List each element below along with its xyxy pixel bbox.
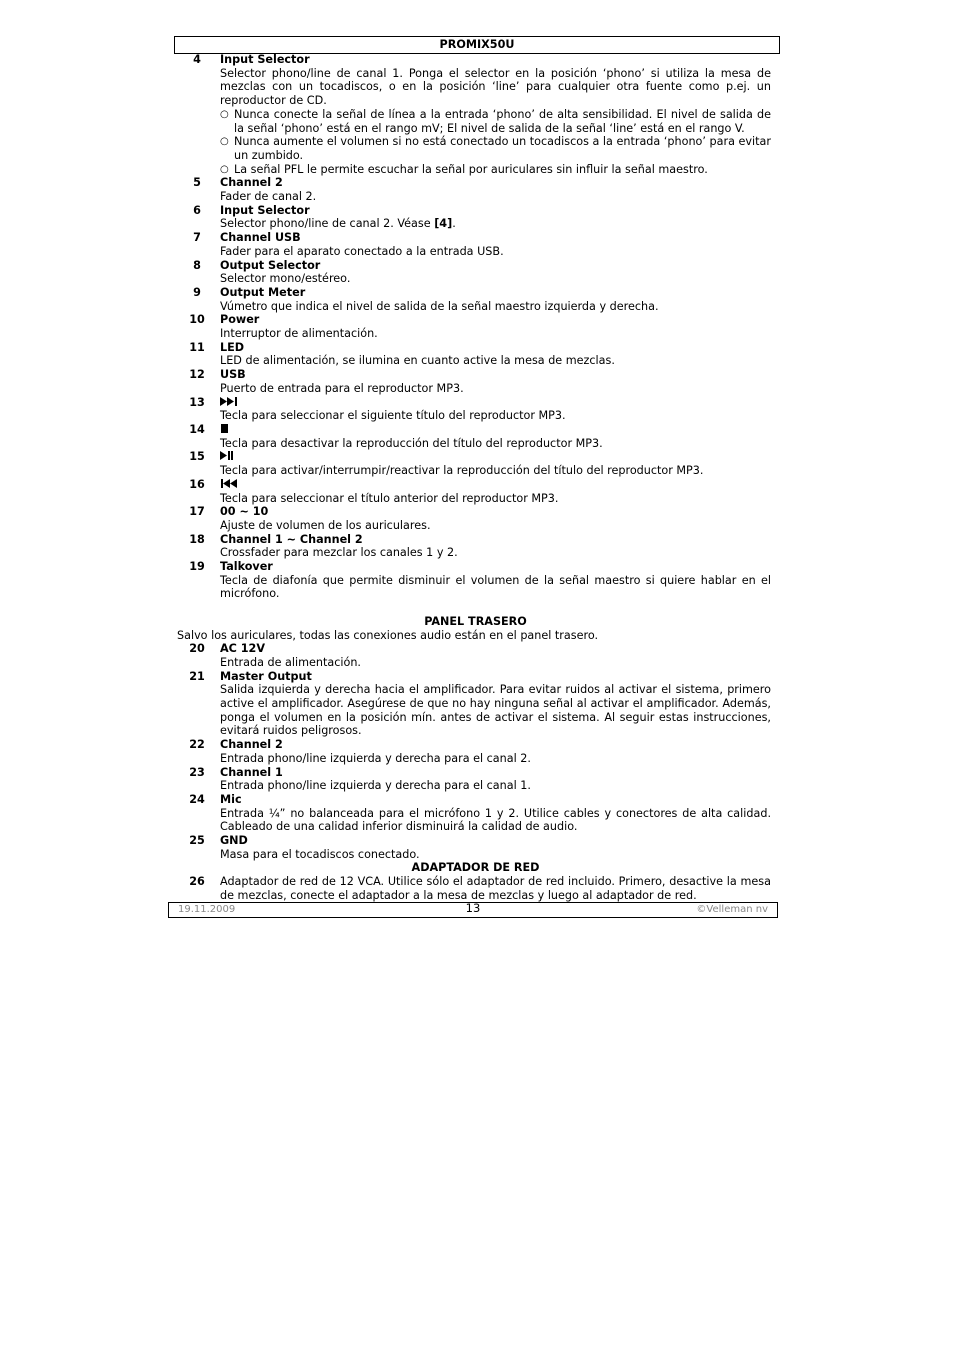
item-title: Output Meter [220, 285, 306, 299]
item-20 [174, 642, 771, 669]
item-description: Tecla de diafonía que permite disminuir el volumen de la señal maestro si quiere hablar en el micrófono. [220, 573, 771, 601]
item-title: Mic [220, 792, 242, 806]
model-name: PROMIX50U [439, 38, 515, 51]
item-number: 10 [189, 313, 205, 327]
item-title: Power [220, 313, 260, 327]
item-description: Entrada de alimentación. [220, 655, 361, 669]
bullet-circle-icon: ○ [220, 163, 229, 175]
stop-icon [220, 423, 230, 434]
item-number: 7 [193, 231, 201, 245]
bullet-item [220, 135, 771, 162]
item-number: 5 [193, 176, 201, 190]
item-number: 18 [189, 532, 205, 546]
item-description: Puerto de entrada para el reproductor MP3. [220, 381, 464, 395]
cross-reference: [4] [434, 217, 453, 231]
previous-track-icon [220, 478, 238, 489]
section-heading-power-adapter: ADAPTADOR DE RED [411, 861, 540, 875]
item-23 [174, 766, 771, 793]
footer-date: 19.11.2009 [178, 904, 236, 915]
item-description: Selector phono/line de canal 1. Ponga el selector en la posición ‘phono’ si utiliza la mesa de mezclas con un tocadiscos, o en la posición ‘line’ para cualquier otra fuente como p.ej. un reproductor de CD. [220, 66, 771, 108]
item-11 [174, 341, 771, 368]
item-5 [174, 176, 771, 203]
item-number: 13 [189, 395, 205, 409]
bullet-circle-icon: ○ [220, 108, 229, 120]
item-number: 16 [189, 477, 205, 491]
item-description: Fader de canal 2. [220, 190, 317, 204]
item-description: Entrada ¼” no balanceada para el micrófono 1 y 2. Utilice cables y conectores de alta calidad. Cableado de una calidad inferior disminuirá la calidad de audio. [220, 806, 771, 834]
item-number: 12 [189, 368, 205, 382]
item-description: Salida izquierda y derecha hacia el amplificador. Para evitar ruidos al activar el sistema, primero active el amplificador. Asegúrese de que no hay ninguna señal al activar el amplificador. Además, ponga el volumen en la posición mín. antes de activar el sistema. Al seguir estas instrucciones, evitará ruidos peligrosos. [220, 683, 771, 738]
item-description: Tecla para seleccionar el título anterior del reproductor MP3. [220, 491, 559, 505]
item-21 [174, 670, 771, 739]
item-13 [174, 396, 771, 423]
item-number: 8 [193, 258, 201, 272]
item-description: Entrada phono/line izquierda y derecha para el canal 1. [220, 779, 531, 793]
item-number: 14 [189, 422, 205, 436]
item-number: 22 [189, 738, 205, 752]
item-title: Input Selector [220, 203, 310, 217]
item-19 [174, 560, 771, 601]
next-track-icon [220, 396, 238, 407]
item-title: USB [220, 368, 246, 382]
item-description: Fader para el aparato conectado a la entrada USB. [220, 244, 504, 258]
item-description: Ajuste de volumen de los auriculares. [220, 518, 431, 532]
item-description: Tecla para seleccionar el siguiente título del reproductor MP3. [220, 409, 566, 423]
item-number: 26 [189, 875, 205, 889]
play-pause-icon [220, 450, 235, 461]
item-title: GND [220, 834, 248, 848]
item-title: Channel 2 [220, 738, 283, 752]
item-title: Channel 1 [220, 765, 283, 779]
item-22 [174, 738, 771, 765]
bullet-item [220, 108, 771, 135]
item-title: Channel 2 [220, 176, 283, 190]
item-number: 11 [189, 340, 205, 354]
bullet-item [220, 163, 771, 177]
item-title: Talkover [220, 560, 273, 574]
item-description [220, 217, 771, 231]
item-10 [174, 313, 771, 340]
item-18 [174, 533, 771, 560]
item-24 [174, 793, 771, 834]
item-title: AC 12V [220, 642, 265, 656]
item-description: Crossfader para mezclar los canales 1 y 2. [220, 546, 458, 560]
manual-content [174, 53, 771, 903]
section-intro: Salvo los auriculares, todas las conexiones audio están en el panel trasero. [177, 628, 599, 642]
item-number: 24 [189, 792, 205, 806]
item-description: Adaptador de red de 12 VCA. Utilice sólo el adaptador de red incluido. Primero, desactive la mesa de mezclas, conecte el adaptador a la mesa de mezclas y luego al adaptador de red. [220, 875, 771, 902]
item-description: Tecla para activar/interrumpir/reactivar la reproducción del título del reproductor MP3. [220, 464, 704, 478]
document-header [174, 36, 780, 54]
item-number: 25 [189, 834, 205, 848]
item-9 [174, 286, 771, 313]
item-title: Channel 1 ~ Channel 2 [220, 532, 363, 546]
item-8 [174, 259, 771, 286]
item-title: Channel USB [220, 231, 301, 245]
item-26 [174, 875, 771, 902]
item-15 [174, 450, 771, 477]
item-25 [174, 834, 771, 861]
item-title: Output Selector [220, 258, 321, 272]
item-number: 4 [193, 53, 201, 66]
item-6 [174, 204, 771, 231]
item-title: Input Selector [220, 53, 310, 66]
bullet-text: La señal PFL le permite escuchar la señal por auriculares sin influir la señal maestro. [234, 162, 708, 176]
item-number: 23 [189, 765, 205, 779]
section-heading-rear-panel: PANEL TRASERO [424, 614, 527, 628]
item-14 [174, 423, 771, 450]
page-number: 13 [465, 901, 481, 915]
item-title: 00 ~ 10 [220, 505, 269, 519]
item-number: 20 [189, 642, 205, 656]
item-16 [174, 478, 771, 505]
item-number: 17 [189, 505, 205, 519]
document-footer [168, 902, 778, 918]
item-description: Vúmetro que indica el nivel de salida de la señal maestro izquierda y derecha. [220, 299, 659, 313]
bullet-text: Nunca aumente el volumen si no está conectado un tocadiscos a la entrada ‘phono’ para evitar un zumbido. [234, 135, 771, 162]
item-description: Entrada phono/line izquierda y derecha para el canal 2. [220, 751, 531, 765]
item-title: LED [220, 340, 245, 354]
item-number: 21 [189, 669, 205, 683]
item-description: LED de alimentación, se ilumina en cuanto active la mesa de mezclas. [220, 354, 615, 368]
item-17 [174, 505, 771, 532]
item-7 [174, 231, 771, 258]
footer-copyright: ©Velleman nv [696, 904, 768, 915]
description-text: Selector phono/line de canal 2. Véase [220, 217, 435, 231]
item-title: Master Output [220, 669, 312, 683]
item-description: Selector mono/estéreo. [220, 272, 351, 286]
item-number: 19 [189, 560, 205, 574]
item-description: Tecla para desactivar la reproducción del título del reproductor MP3. [220, 436, 603, 450]
item-4 [174, 53, 771, 176]
item-description: Masa para el tocadiscos conectado. [220, 847, 420, 861]
bullet-text: Nunca conecte la señal de línea a la entrada ‘phono’ de alta sensibilidad. El nivel de salida de la señal ‘phono’ está en el rango mV; El nivel de salida de la señal ‘line’ está en el rango V. [234, 107, 771, 135]
item-number: 15 [189, 450, 205, 464]
description-end: . [452, 217, 456, 231]
item-number: 6 [193, 203, 201, 217]
bullet-circle-icon: ○ [220, 136, 229, 148]
item-12 [174, 368, 771, 395]
item-description: Interruptor de alimentación. [220, 327, 378, 341]
item-number: 9 [193, 285, 201, 299]
